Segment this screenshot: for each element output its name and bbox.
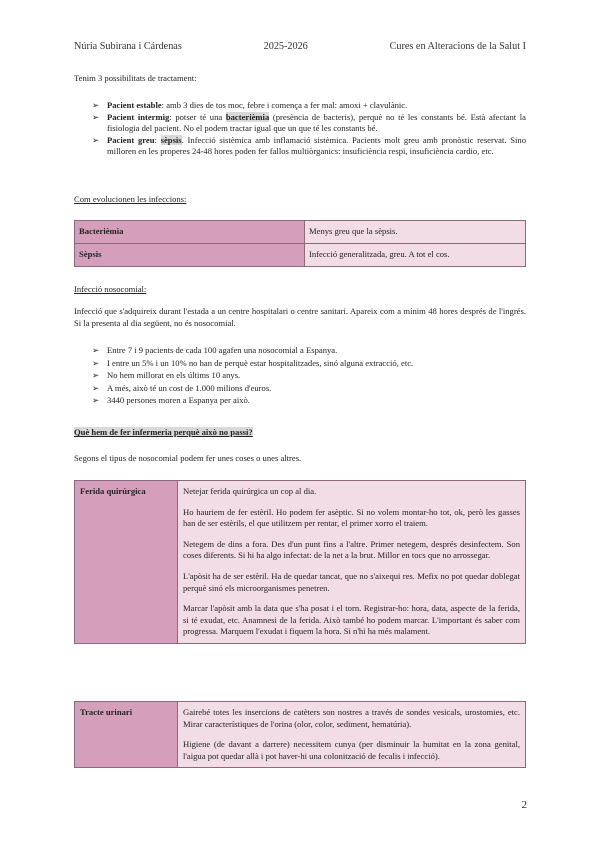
list-item: ➢ No hem millorat en els últims 10 anys. bbox=[92, 370, 241, 381]
facts-list bbox=[74, 345, 526, 408]
arrow-bullet-icon: ➢ bbox=[92, 100, 100, 110]
arrow-bullet-icon: ➢ bbox=[92, 111, 100, 122]
surgical-wound-label: Ferida quirúrgica bbox=[75, 481, 178, 644]
urinary-tract-content: Gairebé totes les insercions de catèters son nostres a través de sondes vesicals, urostomies, etc. Mirar característiques de l'orina (olor, color, sediment, hematúria). Higiene (de davant a darrere) necessitem cunya (per disminuir la humitat en la zona genital, l'aigua pot quedar allà i pot haver-hi una colonització de fecalis i infecció). bbox=[178, 702, 526, 768]
treatment-label: Pacient estable bbox=[107, 100, 162, 110]
treatment-list bbox=[74, 100, 526, 158]
table-cell-desc: Menys greu que la sèpsis. bbox=[305, 221, 526, 244]
page-number: 2 bbox=[521, 799, 527, 811]
nursing-question: Què hem de fer infermeria perquè això no passi? bbox=[74, 427, 253, 437]
list-item bbox=[74, 100, 526, 112]
list-item: ➢ 3440 persones moren a Espanya per això. bbox=[92, 395, 250, 406]
page-header bbox=[74, 40, 526, 54]
arrow-bullet-icon: ➢ bbox=[92, 345, 100, 355]
arrow-bullet-icon: ➢ bbox=[92, 134, 100, 145]
list-item: ➢ Pacient intermig: potser té una bacterièmia (presència de bacteris), perquè no té les constants bé. Està afectant la fisiologia del pacient. No el podem tractar igual que un que té les constants bé. bbox=[92, 111, 526, 134]
surgical-wound-table bbox=[74, 480, 526, 644]
according-text: Segons el tipus de nosocomial podem fer unes coses o unes altres. bbox=[74, 453, 302, 463]
table-cell-term: Sèpsis bbox=[75, 244, 305, 267]
urinary-tract-label: Tracte urinari bbox=[75, 702, 178, 768]
treatment-label: Pacient greu bbox=[107, 134, 155, 145]
arrow-bullet-icon: ➢ bbox=[92, 370, 100, 381]
evolution-table bbox=[74, 220, 526, 267]
highlighted-term: bacterièmia bbox=[225, 111, 270, 122]
treatment-text: : amb 3 dies de tos moc, febre i comença a fer mal: amoxi + clavulànic. bbox=[161, 100, 408, 110]
treatment-label: Pacient intermig bbox=[107, 111, 170, 122]
header-subject: Cures en Alteracions de la Salut I bbox=[389, 41, 526, 52]
table-row bbox=[75, 481, 526, 644]
highlighted-term: sèpsis bbox=[160, 134, 182, 145]
list-item: ➢ Pacient greu: sèpsis. Infecció sistèmica amb inflamació sistèmica. Pacients molt greu amb pronòstic reservat. Sino milloren en les properes 24-48 hores poden fer fallos multiòrganics: insuficiència respi, insuficiència cardio, etc. bbox=[92, 134, 527, 157]
treatment-intro: Tenim 3 possibilitats de tractament: bbox=[74, 73, 197, 83]
table-row bbox=[75, 221, 526, 244]
header-author: Núria Subirana i Cárdenas bbox=[74, 41, 182, 52]
arrow-bullet-icon: ➢ bbox=[92, 395, 100, 406]
arrow-bullet-icon: ➢ bbox=[92, 357, 100, 368]
urinary-tract-table bbox=[74, 701, 526, 768]
nosocomial-definition: Infecció que s'adquireix durant l'estada a un centre hospitalari o centre sanitari. Apareix com a mínim 48 hores després de l'ingrés. Si la presenta al dia següent, no és nosocomial. bbox=[74, 306, 526, 328]
nosocomial-title: Infecció nosocomial: bbox=[74, 284, 147, 294]
table-cell-desc: Infecció generalitzada, greu. A tot el cos. bbox=[305, 244, 526, 267]
header-year: 2025-2026 bbox=[263, 41, 308, 52]
list-item: ➢ Entre 7 i 9 pacients de cada 100 agafen una nosocomial a Espanya. bbox=[92, 345, 338, 355]
table-cell-term: Bacterièmia bbox=[75, 221, 305, 244]
arrow-bullet-icon: ➢ bbox=[92, 382, 100, 393]
list-item: ➢ I entre un 5% i un 10% no han de perquè estar hospitalitzades, sinó alguna extracció, etc. bbox=[92, 357, 414, 368]
list-item: ➢ A més, això té un cost de 1.000 milions d'euros. bbox=[92, 382, 272, 393]
surgical-wound-content: Netejar ferida quirúrgica un cop al dia. Ho hauriem de fer estèril. Ho podem fer asèptic. Si no volem montar-ho tot, ok, però les gasses han de ser estèrils, el que utilitzem per rentar, el primer xorro el traiem. Netegem de dins a fora. Des d'un punt fins a l'altre. Primer netegem, després desinfectem. Son coses diferents. Si hi ha algo infectat: de la net a la brut. Millor en tocs que no arrossegar. L'apòsit ha de ser estèril. Ha de quedar tancat, que no s'aixequi res. Mefix no pot quedar doblegat perquè sinó els microorganismes penetren. Marcar l'apòsit amb la data que s'ha posat i el torn. Registrar-ho: hora, data, aspecte de la ferida, si té exudat, etc. Anamnesi de la ferida. Això també ho podem marcar. L'important és saber com progressa. Marquem l'exudat i fiquem la hora. Si n'hi ha més malament. bbox=[178, 481, 526, 644]
evolution-title: Com evolucionen les infeccions: bbox=[74, 194, 187, 204]
table-row bbox=[75, 244, 526, 267]
table-row bbox=[75, 702, 526, 768]
